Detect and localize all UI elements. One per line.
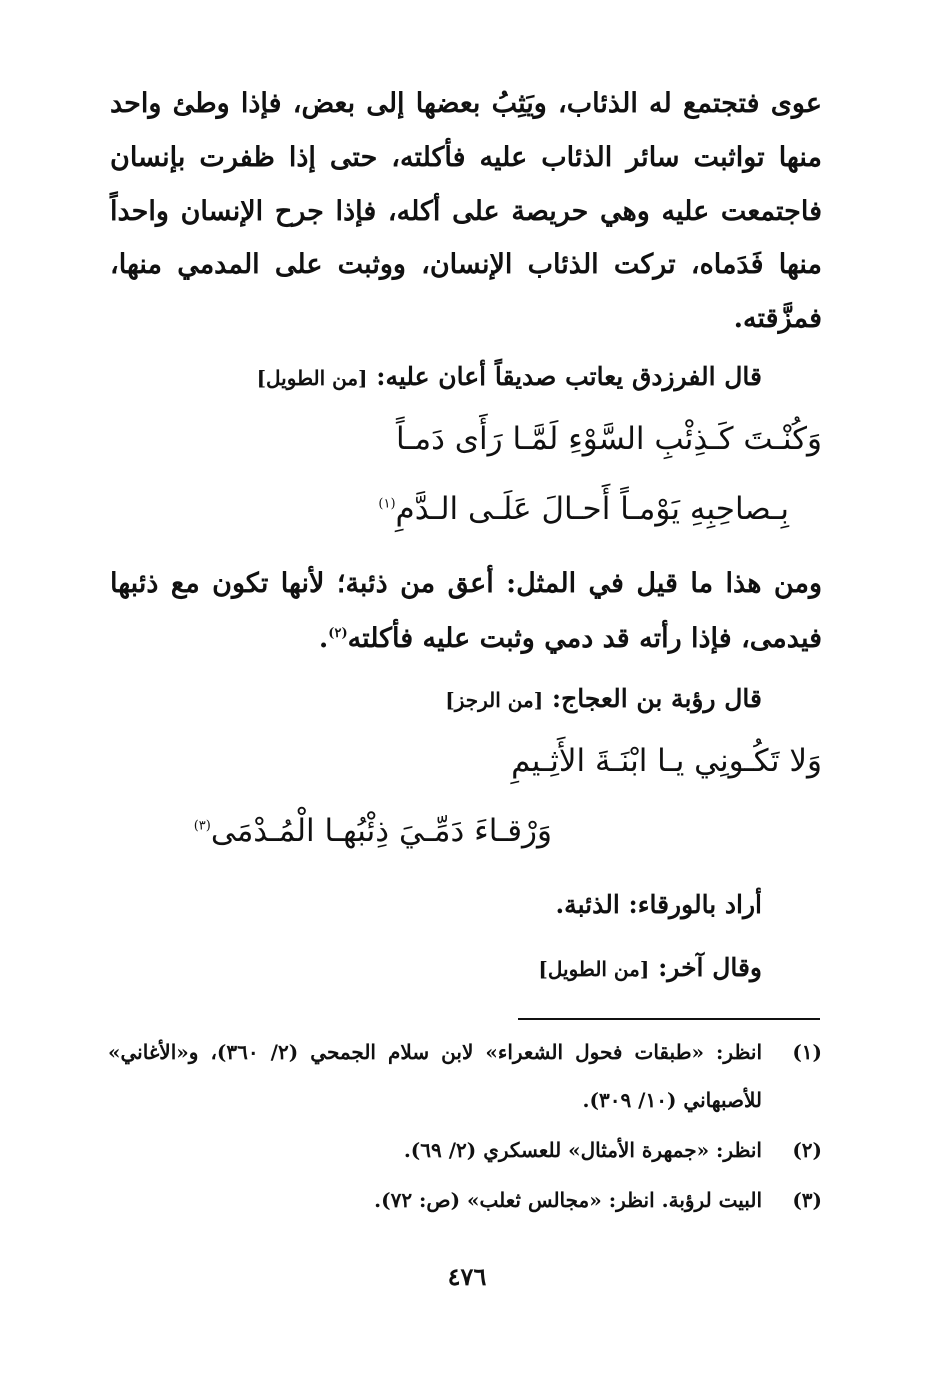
explanation-line: أراد بالورقاء: الذئبة.: [555, 890, 762, 919]
footnote-separator: [518, 1018, 820, 1020]
footnote-ref: (٢): [328, 626, 348, 641]
poem-intro-text: قال رؤبة بن العجاج:: [551, 684, 762, 713]
paragraph-line: فاجتمعت عليه وهي حريصة على أكله، فإذا جرح الإنسان واحداً: [110, 196, 822, 227]
footnote-ref: (١): [378, 496, 396, 512]
verse-hemistich-second: [378, 491, 789, 527]
poem-meter: [من الرجز]: [445, 688, 544, 712]
footnote-text: للأصبهاني (١٠/ ٣٠٩).: [582, 1088, 762, 1112]
paragraph-line: منها تواثبت سائر الذئاب عليه فأكلته، حتى إذا ظفرت بإنسان: [110, 142, 822, 173]
paragraph-line: فمزَّقته.: [733, 303, 822, 334]
footnote-1-continued: [0, 1090, 934, 1120]
verse-hemistich-second: [193, 813, 552, 849]
paragraph-line: عوى فتجتمع له الذئاب، ويَثِبُ بعضها إلى بعض، فإذا وطئ واحد: [110, 88, 822, 119]
footnote-text: البيت لرؤبة. انظر: «مجالس ثعلب» (ص: ٧٢).: [374, 1188, 762, 1212]
footnote-text: انظر: «طبقات فحول الشعراء» لابن سلام الجمحي (٢/ ٣٦٠)، و«الأغاني»: [108, 1040, 762, 1064]
footnote-number: (٢): [792, 1138, 822, 1162]
poem-intro-text: قال الفرزدق يعاتب صديقاً أعان عليه:: [376, 362, 762, 391]
footnote-2: [0, 1140, 934, 1170]
verse-text: وَرْقـاءَ دَمِّـيَ ذِئْبُهـا الْمُـدْمَى: [210, 813, 552, 849]
poem-intro: [110, 364, 762, 389]
poem-intro: [110, 955, 762, 980]
paragraph-line: ومن هذا ما قيل في المثل: أعق من ذئبة؛ لأنها تكون مع ذئبها: [110, 568, 822, 599]
poem-meter: [من الطويل]: [256, 366, 368, 390]
poem-intro-text: وقال آخر:: [658, 953, 762, 982]
footnote-1: [0, 1042, 934, 1072]
paragraph-text: فيدمى، فإذا رأته قد دمي وثبت عليه فأكلته: [347, 623, 822, 654]
footnote-ref: (٣): [193, 818, 211, 834]
footnote-number: (١): [792, 1040, 822, 1064]
footnote-number: (٣): [792, 1188, 822, 1212]
paragraph-line: [110, 625, 822, 652]
poem-meter: [من الطويل]: [538, 957, 650, 981]
paragraph-line: منها فَدَماه، تركت الذئاب الإنسان، ووثبت على المدمي منها،: [110, 249, 822, 280]
footnote-3: [0, 1190, 934, 1220]
verse-text: بِـصاحِبِهِ يَوْمـاً أَحـالَ عَلَـى الـدَّمِ: [395, 491, 789, 527]
paragraph-end: .: [318, 623, 329, 654]
footnote-text: انظر: «جمهرة الأمثال» للعسكري (٢/ ٦٩).: [403, 1138, 762, 1162]
page-number: ٤٧٦: [447, 1262, 487, 1291]
verse-hemistich-first: وَلا تَكُـونِي يـا ابْنَـةَ الأَثِـيمِ: [511, 743, 822, 779]
verse-hemistich-first: وَكُنْـتَ كَـذِئْبِ السَّوْءِ لَمَّـا رَأَى دَمـاً: [395, 421, 822, 457]
poem-intro: [110, 686, 762, 711]
